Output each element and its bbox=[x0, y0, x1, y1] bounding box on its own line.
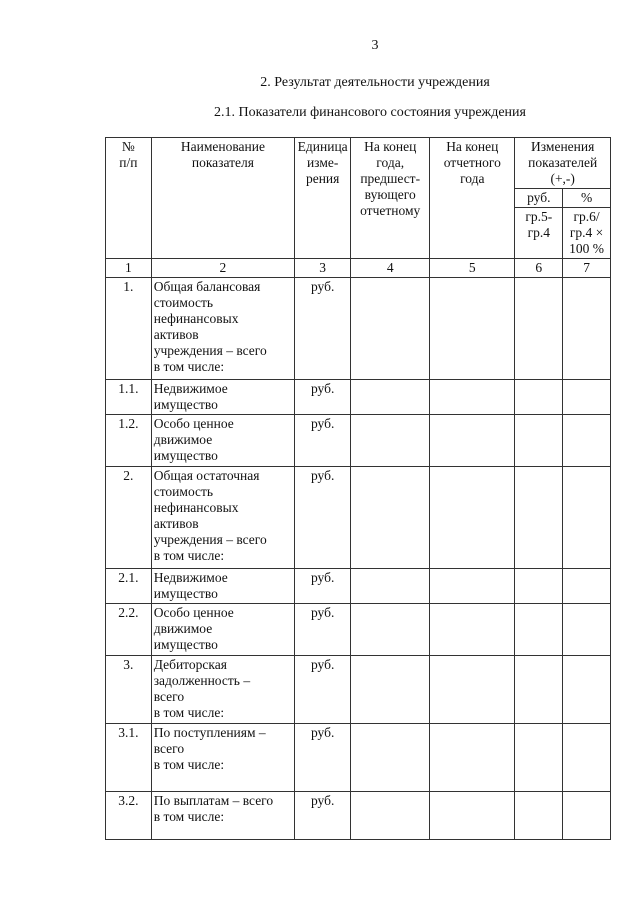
row-number: 3. bbox=[106, 656, 152, 724]
prev-year-value bbox=[351, 278, 430, 380]
table-row bbox=[106, 380, 611, 415]
indicator-name: По поступлениям – всего в том числе: bbox=[151, 724, 294, 792]
column-number: 2 bbox=[151, 259, 294, 278]
report-year-value bbox=[430, 415, 515, 467]
report-year-value bbox=[430, 604, 515, 656]
table-row bbox=[106, 792, 611, 840]
indicator-name: По выплатам – всего в том числе: bbox=[151, 792, 294, 840]
section-title: 2. Результат деятельности учреждения bbox=[260, 75, 490, 90]
table-row bbox=[106, 415, 611, 467]
table-row bbox=[106, 569, 611, 604]
header-name: Наименование показателя bbox=[151, 138, 294, 259]
change-pct-value bbox=[563, 724, 611, 792]
change-pct-value bbox=[563, 380, 611, 415]
unit-cell: руб. bbox=[295, 724, 351, 792]
column-number: 5 bbox=[430, 259, 515, 278]
change-rub-value bbox=[515, 792, 563, 840]
row-number: 3.1. bbox=[106, 724, 152, 792]
column-number: 4 bbox=[351, 259, 430, 278]
unit-cell: руб. bbox=[295, 415, 351, 467]
report-year-value bbox=[430, 278, 515, 380]
column-number: 6 bbox=[515, 259, 563, 278]
table-row bbox=[106, 604, 611, 656]
row-number: 1. bbox=[106, 278, 152, 380]
table-row bbox=[106, 656, 611, 724]
row-number: 1.2. bbox=[106, 415, 152, 467]
prev-year-value bbox=[351, 467, 430, 569]
prev-year-value bbox=[351, 656, 430, 724]
row-number: 2.1. bbox=[106, 569, 152, 604]
change-rub-value bbox=[515, 569, 563, 604]
unit-cell: руб. bbox=[295, 604, 351, 656]
header-report-year: На конец отчетного года bbox=[430, 138, 515, 259]
column-number-row bbox=[106, 259, 611, 278]
change-pct-value bbox=[563, 604, 611, 656]
header-num: № п/п bbox=[106, 138, 152, 259]
page-number: 3 bbox=[371, 38, 379, 53]
header-pct: % bbox=[563, 189, 611, 208]
change-pct-value bbox=[563, 656, 611, 724]
header-pct-formula: гр.6/ гр.4 × 100 % bbox=[563, 208, 611, 259]
change-pct-value bbox=[563, 569, 611, 604]
row-number: 2.2. bbox=[106, 604, 152, 656]
indicator-name: Особо ценное движимое имущество bbox=[151, 415, 294, 467]
indicator-name: Общая балансовая стоимость нефинансовых активов учреждения – всего в том числе: bbox=[151, 278, 294, 380]
indicator-name: Недвижимое имущество bbox=[151, 380, 294, 415]
row-number: 2. bbox=[106, 467, 152, 569]
report-year-value bbox=[430, 467, 515, 569]
change-pct-value bbox=[563, 467, 611, 569]
indicator-name: Особо ценное движимое имущество bbox=[151, 604, 294, 656]
unit-cell: руб. bbox=[295, 569, 351, 604]
header-rub: руб. bbox=[515, 189, 563, 208]
prev-year-value bbox=[351, 724, 430, 792]
table-row bbox=[106, 724, 611, 792]
subsection-title: 2.1. Показатели финансового состояния учреждения bbox=[214, 105, 526, 120]
unit-cell: руб. bbox=[295, 278, 351, 380]
prev-year-value bbox=[351, 415, 430, 467]
change-rub-value bbox=[515, 724, 563, 792]
row-number: 1.1. bbox=[106, 380, 152, 415]
header-rub-formula: гр.5- гр.4 bbox=[515, 208, 563, 259]
financial-indicators-table bbox=[105, 137, 611, 840]
header-unit: Единица изме- рения bbox=[295, 138, 351, 259]
column-number: 1 bbox=[106, 259, 152, 278]
row-number: 3.2. bbox=[106, 792, 152, 840]
prev-year-value bbox=[351, 569, 430, 604]
header-prev-year: На конец года, предшест- вующего отчетному bbox=[351, 138, 430, 259]
table-row bbox=[106, 467, 611, 569]
change-pct-value bbox=[563, 792, 611, 840]
prev-year-value bbox=[351, 380, 430, 415]
report-year-value bbox=[430, 656, 515, 724]
change-rub-value bbox=[515, 604, 563, 656]
report-year-value bbox=[430, 724, 515, 792]
column-number: 7 bbox=[563, 259, 611, 278]
column-number: 3 bbox=[295, 259, 351, 278]
report-year-value bbox=[430, 792, 515, 840]
report-year-value bbox=[430, 569, 515, 604]
change-rub-value bbox=[515, 278, 563, 380]
unit-cell: руб. bbox=[295, 792, 351, 840]
change-pct-value bbox=[563, 278, 611, 380]
change-pct-value bbox=[563, 415, 611, 467]
change-rub-value bbox=[515, 380, 563, 415]
unit-cell: руб. bbox=[295, 380, 351, 415]
prev-year-value bbox=[351, 604, 430, 656]
header-changes: Изменения показателей (+,-) bbox=[515, 138, 611, 189]
indicator-name: Общая остаточная стоимость нефинансовых активов учреждения – всего в том числе: bbox=[151, 467, 294, 569]
indicator-name: Недвижимое имущество bbox=[151, 569, 294, 604]
table-row bbox=[106, 278, 611, 380]
unit-cell: руб. bbox=[295, 656, 351, 724]
indicator-name: Дебиторская задолженность – всего в том числе: bbox=[151, 656, 294, 724]
change-rub-value bbox=[515, 656, 563, 724]
change-rub-value bbox=[515, 415, 563, 467]
prev-year-value bbox=[351, 792, 430, 840]
change-rub-value bbox=[515, 467, 563, 569]
report-year-value bbox=[430, 380, 515, 415]
unit-cell: руб. bbox=[295, 467, 351, 569]
